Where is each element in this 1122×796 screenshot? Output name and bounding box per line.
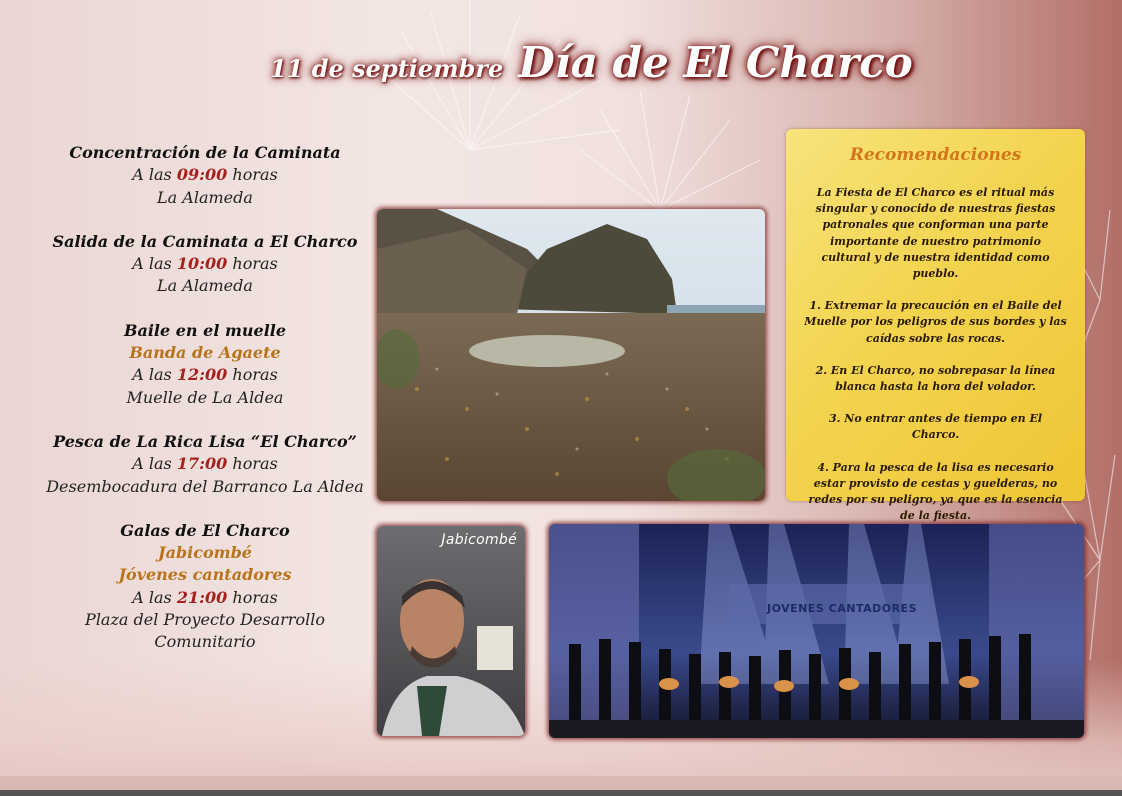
recommendation-item: 2. En El Charco, no sobrepasar la línea blanca hasta la hora del volador. [815,363,1056,394]
singer-photo [377,526,525,736]
page-title [270,38,913,108]
event-schedule [40,142,370,676]
event-title: Galas de El Charco [120,520,290,540]
recommendations-title: Recomendaciones [849,145,1022,165]
event-place: La Alameda [157,276,253,296]
title-date: 11 de septiembre [270,54,504,83]
event-place: Comunitario [154,632,256,652]
event-title: Salida de la Caminata a El Charco [52,231,358,251]
event-place: Desembocadura del Barranco La Aldea [46,476,364,496]
event-hour: 09:00 [176,165,228,185]
event-time: A las 21:00 horas [132,587,278,607]
event-title: Pesca de La Rica Lisa “El Charco” [53,431,357,451]
event-hour: 10:00 [176,254,228,274]
event-hour: 17:00 [176,454,228,474]
recommendations-intro: La Fiesta de El Charco es el ritual más singular y conocido de nuestras fiestas patronales que conforman una parte importante de nuestro patrimonio cultural y de nuestra identidad como pueblo. [815,186,1056,281]
event-time: A las 17:00 horas [132,454,278,474]
recommendation-item: 3. No entrar antes de tiempo en El Charco. [828,412,1043,442]
event-performer: Jabicombé [158,543,252,563]
singer-caption: Jabicombé [441,532,517,548]
recommendations-body [804,185,1067,524]
event-item [40,142,370,209]
title-main: Día de El Charco [518,38,913,87]
event-item [40,520,370,654]
footer-line [0,790,1122,796]
event-title: Concentración de la Caminata [69,143,341,162]
recommendation-item: 1. Extremar la precaución en el Baile del Muelle por los peligros de sus bordes y las caídas sobre las rocas. [804,299,1067,345]
event-place: Muelle de La Aldea [126,387,284,407]
event-title: Baile en el muelle [123,320,287,340]
event-item [40,231,370,298]
event-place: La Alameda [157,187,253,207]
recommendations-box [786,129,1085,523]
crowd-photo [377,209,765,501]
stage-banner: JOVENES CANTADORES [767,602,917,615]
event-performer: Jóvenes cantadores [118,565,292,585]
event-item [40,431,370,498]
event-time: A las 12:00 horas [132,365,278,385]
event-time: A las 09:00 horas [132,165,278,185]
event-hour: 12:00 [176,365,228,385]
event-item [40,320,370,409]
event-time: A las 10:00 horas [132,254,278,274]
event-performer: Banda de Agaete [129,343,281,363]
stage-photo [549,524,1084,738]
event-hour: 21:00 [176,587,228,607]
event-place: Plaza del Proyecto Desarrollo [85,610,325,630]
recommendation-item: 4. Para la pesca de la lisa es necesario estar provisto de cestas y guelderas, no redes por su peligro, ya que es la esencia de la fiesta. [808,460,1063,523]
